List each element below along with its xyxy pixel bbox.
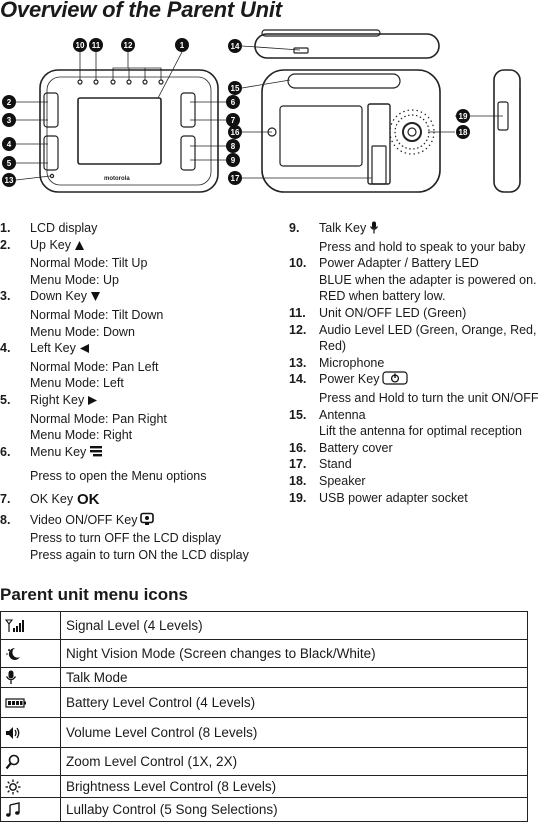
- item-label-line: [30, 220, 272, 237]
- svg-text:11: 11: [91, 41, 101, 50]
- callout-14: [228, 39, 242, 53]
- svg-text:6: 6: [230, 98, 236, 107]
- svg-text:12: 12: [123, 41, 133, 50]
- zoom-icon: [1, 748, 61, 776]
- callout-2: [2, 95, 16, 109]
- item-label: Power Key: [319, 372, 380, 387]
- svg-text:10: 10: [75, 41, 85, 50]
- item-detail: Press to turn OFF the LCD display: [30, 531, 222, 546]
- menu-icon-description: Zoom Level Control (1X, 2X): [61, 748, 528, 776]
- item-label-line: [319, 440, 552, 457]
- item-detail: Menu Mode: Left: [30, 376, 124, 391]
- callout-10: [73, 38, 87, 52]
- item-number: 11.: [289, 305, 306, 320]
- legend-item: [289, 456, 552, 473]
- legend-item: [0, 444, 272, 485]
- item-label-line: [319, 456, 552, 473]
- item-number: 16.: [289, 440, 307, 455]
- item-number: 8.: [0, 512, 11, 527]
- item-number: 17.: [289, 457, 307, 472]
- item-label: Menu Key: [30, 444, 87, 459]
- callout-13: [2, 173, 16, 187]
- volume-icon: [1, 718, 61, 748]
- callout-8: [226, 139, 240, 153]
- item-number: 15.: [289, 407, 307, 422]
- callout-18: [456, 125, 470, 139]
- menu-icon: [89, 444, 103, 463]
- legend-item: [0, 340, 272, 392]
- item-detail: Normal Mode: Pan Left: [30, 359, 159, 374]
- legend-item: [0, 237, 272, 289]
- item-label: Stand: [319, 457, 352, 472]
- menu-icon-description: Volume Level Control (8 Levels): [61, 718, 528, 748]
- svg-text:1: 1: [179, 41, 185, 50]
- battery-icon: [1, 688, 61, 718]
- item-number: 4.: [0, 341, 11, 356]
- right-triangle-icon: [87, 394, 98, 411]
- talk-icon: [1, 668, 61, 688]
- item-detail: Normal Mode: Tilt Down: [30, 307, 164, 322]
- item-number: 14.: [289, 372, 307, 387]
- svg-text:15: 15: [230, 84, 240, 93]
- item-label-line: [319, 322, 552, 355]
- svg-text:17: 17: [230, 174, 240, 183]
- item-label: Left Key: [30, 341, 76, 356]
- svg-text:16: 16: [230, 128, 240, 137]
- item-detail: Press to open the Menu options: [30, 469, 207, 484]
- signal-icon: [1, 612, 61, 640]
- item-label-line: [30, 512, 272, 531]
- item-label: Audio Level LED (Green, Orange, Red, Red): [319, 322, 537, 354]
- menu-icon-description: Signal Level (4 Levels): [61, 612, 528, 640]
- item-number: 18.: [289, 473, 307, 488]
- night-vision-icon: [1, 640, 61, 668]
- item-label: Down Key: [30, 289, 87, 304]
- item-label-line: [319, 407, 552, 424]
- svg-text:5: 5: [6, 159, 12, 168]
- item-number: 6.: [0, 444, 11, 459]
- item-label-line: [30, 491, 272, 510]
- item-detail: RED when battery low.: [319, 289, 446, 304]
- down-triangle-icon: [90, 290, 101, 307]
- item-label: OK Key: [30, 491, 74, 506]
- legend-column-left: [0, 220, 272, 563]
- item-detail: Normal Mode: Tilt Up: [30, 256, 148, 271]
- item-label-line: [319, 255, 552, 272]
- svg-text:18: 18: [458, 128, 468, 137]
- callout-15: [228, 81, 242, 95]
- item-number: 2.: [0, 237, 11, 252]
- ok-icon: [76, 491, 104, 510]
- parent-unit-diagram: [0, 28, 552, 200]
- mic-icon: [369, 221, 379, 239]
- item-label-line: [30, 392, 272, 411]
- item-label-line: [319, 355, 552, 372]
- item-detail: Menu Mode: Right: [30, 428, 133, 443]
- lullaby-icon: [1, 798, 61, 822]
- svg-text:14: 14: [230, 42, 240, 51]
- item-detail: Lift the antenna for optimal reception: [319, 424, 522, 439]
- svg-text:9: 9: [230, 156, 236, 165]
- menu-icon-row: [1, 668, 528, 688]
- callout-3: [2, 113, 16, 127]
- brand-logo: motorola: [104, 176, 130, 182]
- item-label: Video ON/OFF Key: [30, 512, 138, 527]
- legend-item: [289, 371, 552, 406]
- item-label: Battery cover: [319, 440, 393, 455]
- svg-text:19: 19: [458, 112, 468, 121]
- item-number: 9.: [289, 221, 300, 235]
- callout-1: [175, 38, 189, 52]
- svg-text:OK: OK: [77, 490, 100, 505]
- legend-item: [289, 355, 552, 372]
- svg-text:8: 8: [230, 142, 236, 151]
- item-label-line: [319, 473, 552, 490]
- item-label-line: [319, 220, 552, 239]
- item-label: Antenna: [319, 407, 366, 422]
- item-detail: Menu Mode: Down: [30, 324, 135, 339]
- svg-text:2: 2: [6, 98, 12, 107]
- menu-icon-row: [1, 688, 528, 718]
- menu-icon-description: Brightness Level Control (8 Levels): [61, 776, 528, 798]
- item-number: 12.: [289, 322, 307, 337]
- callout-7: [226, 113, 240, 127]
- item-number: 1.: [0, 221, 11, 235]
- legend-column-right: [289, 220, 552, 506]
- legend-item: [289, 490, 552, 507]
- item-label-line: [30, 237, 272, 256]
- item-detail: Normal Mode: Pan Right: [30, 411, 167, 426]
- item-label-line: [319, 305, 552, 322]
- legend-item: [289, 322, 552, 355]
- item-detail: Press and hold to speak to your baby: [319, 239, 526, 254]
- legend-item: [0, 491, 272, 510]
- svg-text:3: 3: [6, 116, 12, 125]
- legend-item: [0, 220, 272, 237]
- item-number: 13.: [289, 355, 307, 370]
- item-detail: Menu Mode: Up: [30, 272, 119, 287]
- legend-item: [289, 407, 552, 440]
- legend-item: [0, 392, 272, 444]
- item-label-line: [30, 444, 272, 463]
- menu-icon-row: [1, 718, 528, 748]
- item-number: 5.: [0, 392, 11, 407]
- item-label: Talk Key: [319, 221, 367, 235]
- item-number: 7.: [0, 491, 11, 506]
- callout-19: [456, 109, 470, 123]
- item-label-line: [30, 288, 272, 307]
- callout-17: [228, 171, 242, 185]
- power-icon: [382, 371, 408, 390]
- page-title: Overview of the Parent Unit: [0, 0, 282, 22]
- item-label-line: [319, 371, 552, 390]
- callout-11: [89, 38, 103, 52]
- item-label: Speaker: [319, 473, 366, 488]
- legend-item: [289, 473, 552, 490]
- menu-icon-description: Lullaby Control (5 Song Selections): [61, 798, 528, 822]
- menu-icons-heading: Parent unit menu icons: [0, 585, 188, 604]
- up-triangle-icon: [74, 239, 85, 256]
- menu-icon-description: Talk Mode: [61, 668, 528, 688]
- callout-4: [2, 137, 16, 151]
- item-label: Up Key: [30, 237, 71, 252]
- menu-icon-row: [1, 612, 528, 640]
- item-label-line: [30, 340, 272, 359]
- legend-item: [0, 512, 272, 564]
- svg-text:4: 4: [6, 140, 12, 149]
- left-triangle-icon: [79, 342, 90, 359]
- item-number: 19.: [289, 490, 307, 505]
- item-label: USB power adapter socket: [319, 490, 468, 505]
- menu-icon-row: [1, 748, 528, 776]
- item-label: Right Key: [30, 392, 85, 407]
- item-number: 3.: [0, 289, 11, 304]
- callout-12: [121, 38, 135, 52]
- video-icon: [140, 512, 154, 531]
- legend-item: [289, 440, 552, 457]
- item-label: Microphone: [319, 355, 385, 370]
- item-label: Unit ON/OFF LED (Green): [319, 305, 467, 320]
- item-number: 10.: [289, 256, 307, 271]
- item-detail: BLUE when the adapter is powered on.: [319, 272, 537, 287]
- menu-icons-table: [0, 611, 528, 822]
- item-label-line: [319, 490, 552, 507]
- menu-icon-row: [1, 798, 528, 822]
- item-label: Power Adapter / Battery LED: [319, 256, 479, 271]
- menu-icon-description: Battery Level Control (4 Levels): [61, 688, 528, 718]
- item-detail: Press again to turn ON the LCD display: [30, 547, 249, 562]
- item-detail: Press and Hold to turn the unit ON/OFF: [319, 390, 539, 405]
- menu-icon-row: [1, 640, 528, 668]
- legend-item: [289, 220, 552, 255]
- callout-5: [2, 156, 16, 170]
- legend-item: [289, 255, 552, 305]
- brightness-icon: [1, 776, 61, 798]
- item-label: LCD display: [30, 221, 98, 235]
- callout-16: [228, 125, 242, 139]
- menu-icon-description: Night Vision Mode (Screen changes to Black/White): [61, 640, 528, 668]
- svg-text:7: 7: [230, 116, 236, 125]
- legend-item: [289, 305, 552, 322]
- legend-item: [0, 288, 272, 340]
- svg-text:13: 13: [4, 176, 14, 185]
- callout-6: [226, 95, 240, 109]
- menu-icon-row: [1, 776, 528, 798]
- callout-9: [226, 153, 240, 167]
